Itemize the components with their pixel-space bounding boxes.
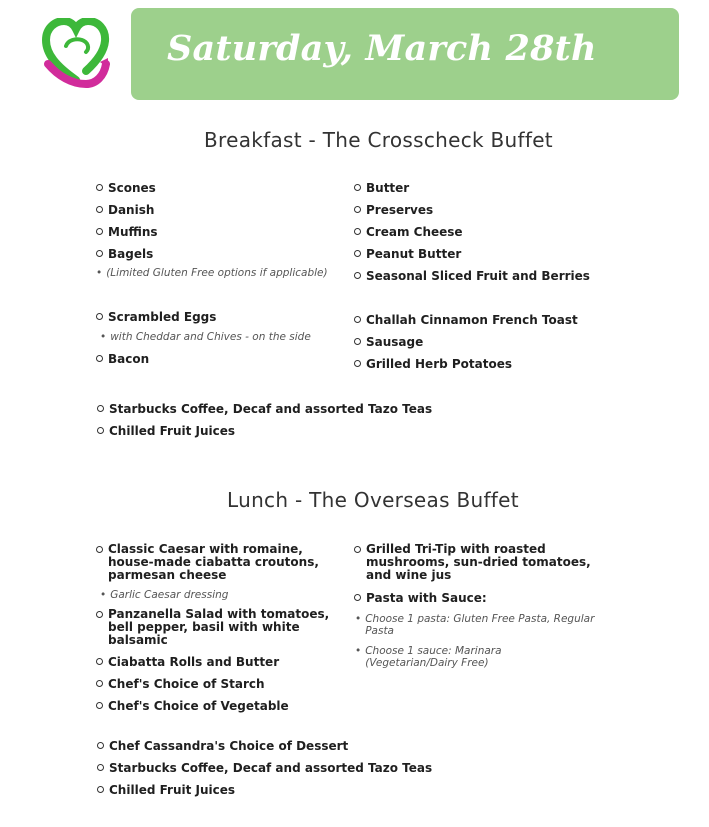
- list-item: Bagels: [96, 247, 346, 261]
- list-item: Chef's Choice of Starch: [96, 677, 336, 691]
- breakfast-title: Breakfast - The Crosscheck Buffet: [204, 128, 553, 152]
- page-title: Saturday, March 28th: [167, 28, 597, 69]
- heart-logo-icon: [42, 18, 110, 88]
- list-note: • Garlic Caesar dressing: [100, 589, 229, 601]
- list-item: Ciabatta Rolls and Butter: [96, 655, 336, 669]
- list-item: Butter: [354, 181, 654, 195]
- list-item: Grilled Herb Potatoes: [354, 357, 654, 371]
- breakfast-spreads-list: [354, 181, 654, 283]
- list-item: Chilled Fruit Juices: [97, 783, 497, 797]
- list-item: Seasonal Sliced Fruit and Berries: [354, 269, 654, 283]
- list-item: Scones: [96, 181, 346, 195]
- list-item: Classic Caesar with romaine, house-made ciabatta croutons, parmesan cheese: [96, 543, 336, 582]
- list-item: Danish: [96, 203, 346, 217]
- breakfast-hot-right: [354, 313, 654, 371]
- lunch-title: Lunch - The Overseas Buffet: [227, 488, 519, 512]
- date-banner: [131, 8, 679, 100]
- list-item: Sausage: [354, 335, 654, 349]
- list-item: Peanut Butter: [354, 247, 654, 261]
- list-note: • with Cheddar and Chives - on the side: [100, 331, 311, 343]
- list-note: • Choose 1 pasta: Gluten Free Pasta, Regular Pasta: [355, 613, 595, 637]
- list-item: Grilled Tri-Tip with roasted mushrooms, sun-dried tomatoes, and wine jus: [354, 543, 614, 582]
- list-item: Starbucks Coffee, Decaf and assorted Tazo Teas: [97, 402, 497, 416]
- list-item: Scrambled Eggs: [96, 310, 346, 324]
- list-item: Challah Cinnamon French Toast: [354, 313, 654, 327]
- list-item: Chef's Choice of Vegetable: [96, 699, 336, 713]
- list-item: Panzanella Salad with tomatoes, bell pepper, basil with white balsamic: [96, 608, 336, 647]
- breakfast-hot-left: [96, 310, 346, 366]
- lunch-left-list: [96, 543, 336, 713]
- breakfast-beverages: [97, 402, 497, 438]
- list-item: Chilled Fruit Juices: [97, 424, 497, 438]
- list-note: • Choose 1 sauce: Marinara (Vegetarian/Dairy Free): [355, 645, 502, 669]
- breakfast-bakery-list: [96, 181, 346, 279]
- list-item: Chef Cassandra's Choice of Dessert: [97, 739, 497, 753]
- lunch-extras: [97, 739, 497, 797]
- list-item: Starbucks Coffee, Decaf and assorted Tazo Teas: [97, 761, 497, 775]
- lunch-right-list: [354, 543, 614, 669]
- list-note: • (Limited Gluten Free options if applicable): [96, 267, 328, 279]
- list-item: Bacon: [96, 352, 346, 366]
- list-item: Preserves: [354, 203, 654, 217]
- list-item: Muffins: [96, 225, 346, 239]
- list-item: Cream Cheese: [354, 225, 654, 239]
- list-item: Pasta with Sauce:: [354, 591, 614, 605]
